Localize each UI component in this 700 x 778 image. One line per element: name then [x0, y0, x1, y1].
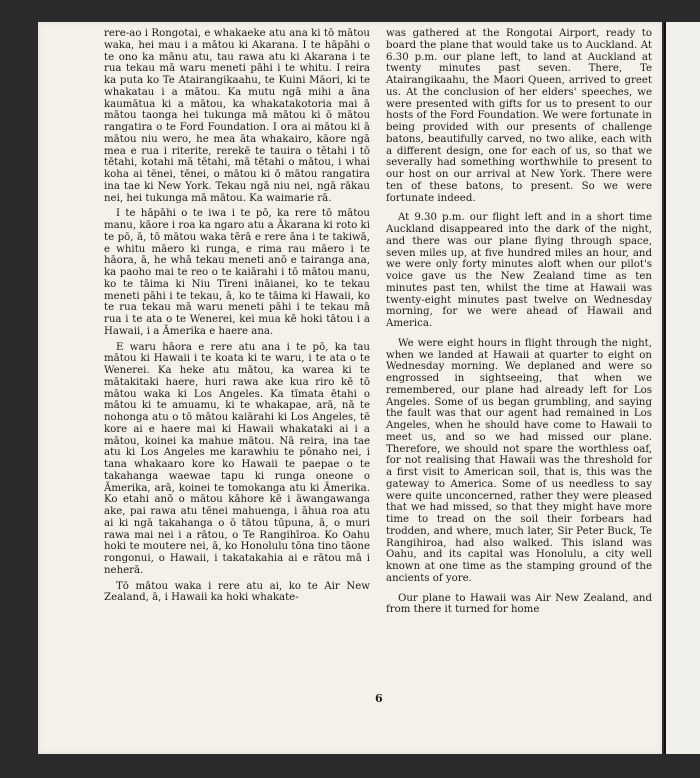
english-paragraph-3: We were eight hours in flight through the night, when we landed at Hawaii at quarter to eight on Wednesday morning. We deplaned and were so engrossed in sightseeing, that when we remembered, our plane had already left for Los Angeles. Some of us began grumbling, and saying the fault was that our agent had remained in Los Angeles, when he should have come to Hawaii to meet us, and so we had missed our plane. Therefore, we should not spare the worthless oaf, for not realising that Hawaii was the threshold for a first visit to American soil, that is, this was the gateway to America. Some of us needless to say were quite unconcerned, rather they were pleased that we had missed, so that they might have more time to tread on the soil their forbears had trodden, and where, much later, Sir Peter Buck, Te Rangihiroa, had also walked. This island was Oahu, and its capital was Honolulu, a city well known at one time as the stamping ground of the ancients of yore.	[386, 337, 652, 584]
maori-paragraph-4: Tō mātou waka i rere atu ai, ko te Air New Zealand, ā, i Hawaii ka hoki whakate-	[104, 580, 370, 604]
english-text-column	[386, 28, 652, 624]
english-paragraph-1: was gathered at the Rongotai Airport, ready to board the plane that would take us to Auckland. At 6.30 p.m. our plane left, to land at Auckland at twenty minutes past seven. There, Te Atairangikaahu, the Maori Queen, arrived to greet us. At the conclusion of her elders' speeches, we were presented with gifts for us to present to our hosts of the Ford Foundation. We were fortunate in being provided with our presents of challenge batons, beautifully carved, no two alike, each with a different design, one for each of us, so that we severally had something worthwhile to present to our host on our arrival at New York. There were ten of these batons, to present. So we were fortunate indeed.	[386, 28, 652, 204]
page-number: 6	[375, 692, 383, 705]
english-paragraph-4: Our plane to Hawaii was Air New Zealand, and from there it turned for home	[386, 592, 652, 616]
maori-text-column	[104, 28, 370, 608]
next-page-edge	[664, 22, 700, 754]
maori-paragraph-1: rere-ao i Rongotai, e whakaeke atu ana ki tō mātou waka, hei mau i a mātou ki Akarana. I te hāpāhi o te ono ka mānu atu, tau rawa atu ki Akarana i te rua tekau mā waru meneti pāhi i te whitu. I reira ka puta ko Te Atairangikaahu, te Kuini Māori, ki te whakatau i a mātou. Ka mutu ngā mihi a āna kaumātua ki a mātou, ka whakatakotoria mai ā mātou taonga hei tukunga mā mātou ki ō mātou rangatira o te Ford Foundation. I ora ai mātou ki ā mātou niu wero, he mea āta whakairo, kāore ngā mea e rua i riterite, rerekē te tauira o tētahi i tō tētahi, kotahi mā tētahi, mā tētahi o mātou, i whai koha ai tēnei, tēnei, o mātou ki ō mātou rangatira ina tae ki New York. Tekau ngā niu nei, ngā rākau nei, hei tukunga mā mātou. Ka waimarie rā.	[104, 28, 370, 204]
english-paragraph-2: At 9.30 p.m. our flight left and in a short time Auckland disappeared into the dark of the night, and there was our plane flying through space, seven miles up, at five hundred miles an hour, and we were only forty minutes aloft when our pilot's voice gave us the New Zealand time as ten minutes past ten, whilst the time at Hawaii was twenty-eight minutes past twelve on Wednesday morning, for we were ahead of Hawaii and America.	[386, 212, 652, 329]
maori-paragraph-2: I te hāpāhi o te iwa i te pō, ka rere tō mātou manu, kāore i roa ka ngaro atu a Ākarana ki roto ki te pō, ā, tō mātou waka tērā e rere āna i te takiwā, e whitu māero ki runga, e rima rau māero i te hāora, ā, he whā tekau meneti anō e tairanga ana, ka paoho mai te reo o te kaiārahi i tō mātou manu, ko te tāima ki Niu Tīreni ināianei, ko te tekau meneti pāhi i te tekau, ā, ko te tāima ki Hawaii, ko te rua tekau mā waru meneti pāhi i te tekau mā rua i te ata o te Wenerei, kei mua kē hoki tātou i a Hawaii, i a Āmerika e haere ana.	[104, 208, 370, 337]
maori-paragraph-3: E waru hāora e rere atu ana i te pō, ka tau mātou ki Hawaii i te koata ki te waru, i te ata o te Wenerei. Ka heke atu mātou, ka warea ki te mātakitaki haere, huri rawa ake kua riro kē tō mātou waka ki Los Angeles. Ka tīmata ētahi o mātou ki te amuamu, ki te whakapae, arā, nā te nohonga atu o tō mātou kaiārahi ki Los Angeles, tē kore ai e haere mai ki Hawaii whakataki ai i a mātou, koinei ka mahue mātou. Nā reira, ina tae atu ki Los Angeles me karawhiu te pōnaho nei, i tana whakaaro kore ko Hawaii te paepae o te takahanga waewae tapu ki runga oneone o Āmerika, arā, koinei te tomokanga atu ki Āmerika. Ko etahi anō o mātou kāhore kē i āwangawanga ake, pai rawa atu tēnei mahuenga, i āhua roa atu ai ki ngā takahanga o ō tātou tūpuna, ā, o muri rawa mai nei i a rātou, o Te Rangihīroa. Ko Oahu hoki te moutere nei, ā, ko Honolulu tōna tino tāone rongonui, o Hawaii, i takatakahia ai e rātou mā i neherā.	[104, 341, 370, 576]
page-gutter-line	[664, 22, 666, 754]
